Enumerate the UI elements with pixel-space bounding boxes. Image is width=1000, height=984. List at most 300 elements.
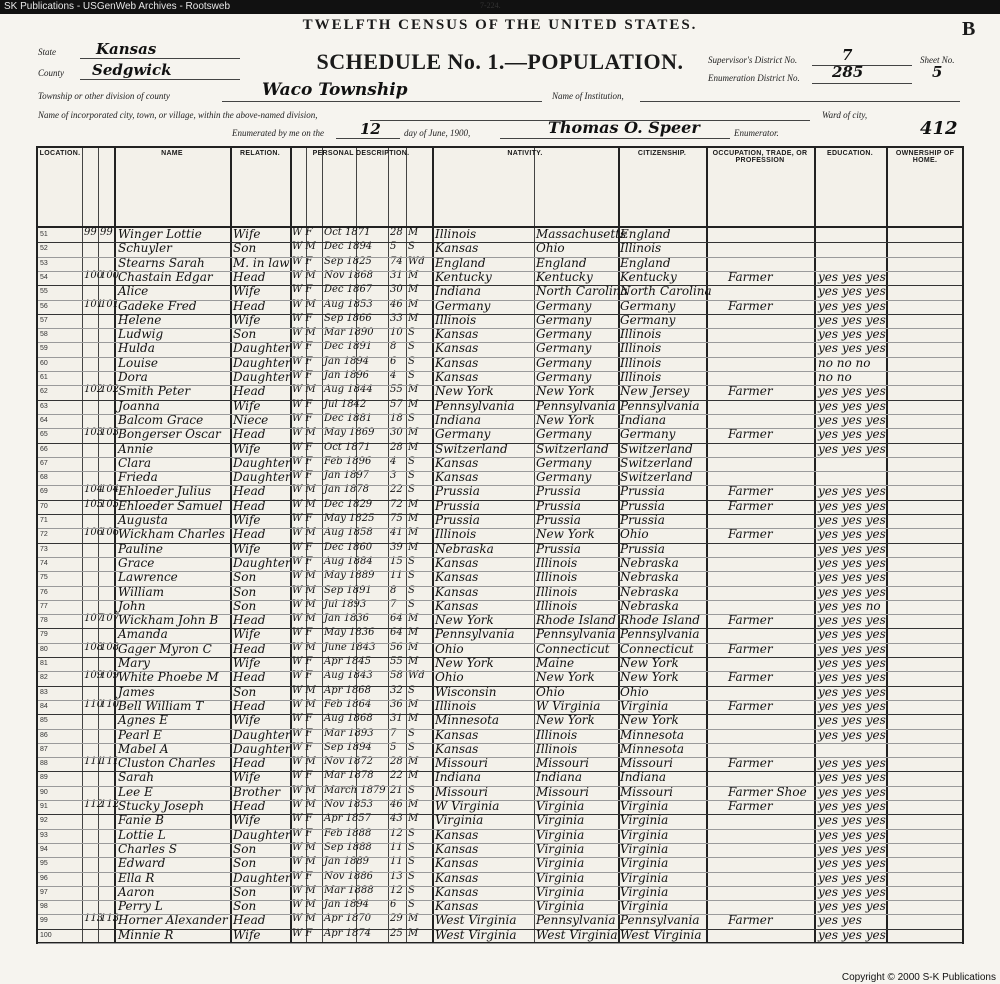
education: yes yes yes — [818, 713, 886, 728]
group-ownership: OWNERSHIP OF HOME. — [895, 150, 955, 164]
enumerator-label: Enumerator. — [734, 128, 779, 138]
age: 31 — [390, 269, 403, 281]
relation: Wife — [233, 813, 261, 828]
birth-date: Sep 1866 — [324, 312, 372, 324]
person-name: Lawrence — [118, 570, 178, 585]
person-name: Agnes E — [118, 713, 168, 728]
relation: Daughter — [233, 455, 291, 470]
marital-status: M — [408, 813, 419, 825]
age: 7 — [390, 727, 397, 739]
person-name: William — [118, 584, 165, 599]
race-sex: W F — [292, 870, 313, 882]
line-number: 78 — [40, 617, 48, 625]
education: yes yes yes — [818, 327, 886, 342]
mother-birthplace: Pennsylvania — [620, 398, 700, 413]
race-sex: W M — [292, 641, 316, 653]
mother-birthplace: Nebraska — [620, 598, 679, 613]
family-number: 103 — [100, 427, 120, 439]
line-number: 67 — [40, 459, 48, 467]
race-sex: W M — [292, 584, 316, 596]
mother-birthplace: Illinois — [620, 370, 662, 384]
birthplace: Kansas — [435, 727, 479, 742]
line-number: 60 — [40, 359, 48, 367]
relation: Head — [233, 527, 266, 542]
dwelling-number: 102 — [84, 384, 104, 396]
relation: Head — [233, 799, 266, 813]
age: 57 — [390, 398, 403, 410]
race-sex: W M — [292, 884, 316, 896]
relation: Son — [233, 841, 257, 856]
marital-status: M — [408, 312, 419, 324]
line-number: 88 — [40, 760, 48, 768]
race-sex: W F — [292, 412, 313, 424]
relation: Daughter — [233, 727, 291, 742]
person-name: White Phoebe M — [118, 670, 219, 685]
race-sex: W F — [292, 398, 313, 410]
mother-birthplace: Missouri — [620, 784, 673, 799]
relation: Daughter — [233, 355, 291, 370]
line-number: 59 — [40, 345, 48, 353]
race-sex: W M — [292, 756, 316, 768]
person-name: Horner Alexander — [118, 913, 228, 928]
birth-date: Dec 1891 — [324, 341, 373, 353]
occupation: Farmer — [728, 498, 773, 513]
education: yes yes yes — [818, 884, 886, 899]
father-birthplace: North Carolina — [536, 284, 628, 299]
occupation: Farmer — [728, 913, 773, 928]
family-number: 104 — [100, 484, 120, 496]
line-number: 58 — [40, 331, 48, 339]
marital-status: M — [408, 298, 419, 310]
education: yes yes yes — [818, 269, 886, 284]
group-location: LOCATION. — [39, 150, 81, 157]
line-number: 65 — [40, 431, 48, 439]
mother-birthplace: England — [620, 227, 671, 241]
state-label: State — [38, 47, 56, 57]
age: 11 — [390, 570, 403, 582]
person-name: Gager Myron C — [118, 641, 212, 656]
birthplace: Minnesota — [435, 713, 500, 728]
line-number: 53 — [40, 259, 48, 267]
age: 28 — [390, 756, 403, 768]
marital-status: M — [408, 913, 419, 925]
population-schedule-grid — [36, 146, 964, 944]
marital-status: S — [408, 555, 415, 567]
line-number: 69 — [40, 488, 48, 496]
birthplace: Illinois — [435, 227, 477, 241]
marital-status: S — [408, 827, 415, 839]
birthplace: Kansas — [435, 827, 479, 842]
person-name: Hulda — [118, 341, 155, 356]
father-birthplace: Virginia — [536, 799, 585, 813]
father-birthplace: Pennsylvania — [536, 913, 616, 928]
relation: Son — [233, 684, 257, 699]
schedule-title: SCHEDULE No. 1.—POPULATION. — [316, 49, 684, 74]
person-name: Bell William T — [118, 698, 204, 713]
age: 6 — [390, 899, 397, 911]
age: 39 — [390, 541, 403, 553]
mother-birthplace: West Virginia — [620, 927, 702, 942]
marital-status: M — [408, 927, 419, 939]
relation: Wife — [233, 627, 261, 642]
race-sex: W F — [292, 741, 313, 753]
person-name: James — [118, 684, 155, 699]
county-label: County — [38, 68, 64, 78]
father-birthplace: Virginia — [536, 870, 585, 885]
relation: Wife — [233, 713, 261, 728]
marital-status: S — [408, 684, 415, 696]
race-sex: W M — [292, 613, 316, 625]
group-relation: RELATION. — [240, 150, 280, 157]
race-sex: W F — [292, 927, 313, 939]
age: 11 — [390, 841, 403, 853]
father-birthplace: Germany — [536, 312, 592, 327]
marital-status: M — [408, 398, 419, 410]
birthplace: Indiana — [435, 770, 482, 785]
line-number: 98 — [40, 903, 48, 911]
relation: Wife — [233, 227, 261, 241]
education: yes yes yes — [818, 570, 886, 585]
age: 41 — [390, 527, 403, 539]
relation: Daughter — [233, 741, 291, 756]
birth-date: Aug 1868 — [324, 713, 373, 725]
birthplace: Kansas — [435, 741, 479, 756]
relation: Wife — [233, 927, 261, 942]
birthplace: Kansas — [435, 856, 479, 871]
marital-status: M — [408, 384, 419, 396]
person-name: Ludwig — [118, 327, 164, 342]
age: 64 — [390, 613, 403, 625]
birthplace: Prussia — [435, 513, 480, 527]
mother-birthplace: Kentucky — [620, 269, 677, 284]
dwelling-number: 101 — [84, 298, 104, 310]
dwelling-number: 106 — [84, 527, 104, 539]
father-birthplace: Illinois — [536, 727, 578, 742]
father-birthplace: Kentucky — [536, 269, 593, 284]
line-number: 93 — [40, 831, 48, 839]
race-sex: W F — [292, 355, 313, 367]
person-name: Wickham Charles — [118, 527, 225, 542]
person-name: Edward — [118, 856, 166, 871]
family-number: 109 — [100, 670, 120, 682]
birth-date: Sep 1825 — [324, 255, 372, 267]
father-birthplace: Illinois — [536, 555, 578, 570]
dwelling-number: 104 — [84, 484, 104, 496]
relation: Wife — [233, 770, 261, 785]
occupation: Farmer — [728, 698, 773, 713]
line-number: 51 — [40, 231, 48, 238]
education: yes yes yes — [818, 856, 886, 871]
mother-birthplace: Ohio — [620, 527, 649, 542]
birth-date: June 1843 — [324, 641, 376, 653]
relation: Daughter — [233, 827, 291, 842]
person-name: Clara — [118, 455, 152, 470]
line-number: 91 — [40, 803, 48, 810]
age: 74 — [390, 255, 403, 267]
relation: Daughter — [233, 870, 291, 885]
birth-date: Apr 1857 — [324, 813, 372, 825]
race-sex: W F — [292, 455, 313, 467]
relation: Daughter — [233, 470, 291, 485]
dwelling-number: 103 — [84, 427, 104, 439]
age: 4 — [390, 370, 397, 381]
mother-birthplace: Nebraska — [620, 570, 679, 585]
family-number: 99 — [100, 227, 113, 238]
person-name: Pauline — [118, 541, 163, 556]
state-value: Kansas — [96, 40, 157, 58]
township-label: Township or other division of county — [38, 91, 170, 101]
marital-status: M — [408, 541, 419, 553]
line-number: 89 — [40, 774, 48, 782]
race-sex: W F — [292, 555, 313, 567]
birth-date: Aug 1844 — [324, 384, 373, 396]
person-name: John — [118, 598, 146, 613]
age: 12 — [390, 827, 403, 839]
birth-date: Aug 1884 — [324, 555, 373, 567]
birthplace: New York — [435, 384, 494, 399]
education: yes yes yes — [818, 770, 886, 785]
relation: Head — [233, 427, 266, 442]
marital-status: S — [408, 355, 415, 367]
incorporated-label: Name of incorporated city, town, or village, within the above-named division, — [38, 110, 318, 120]
person-name: Louise — [118, 355, 159, 370]
supervisor-district: 7 — [842, 46, 853, 64]
line-number: 77 — [40, 602, 48, 610]
race-sex: W M — [292, 327, 316, 339]
age: 46 — [390, 298, 403, 310]
education: yes yes yes — [818, 584, 886, 599]
relation: Head — [233, 756, 266, 771]
age: 8 — [390, 341, 397, 353]
race-sex: W F — [292, 341, 313, 353]
birthplace: Pennsylvania — [435, 398, 515, 413]
birthplace: Prussia — [435, 498, 480, 513]
line-number: 55 — [40, 288, 48, 296]
line-number: 76 — [40, 588, 48, 596]
education: yes yes yes — [818, 927, 886, 942]
marital-status: S — [408, 884, 415, 896]
birth-date: Nov 1868 — [324, 269, 374, 281]
birthplace: New York — [435, 656, 494, 670]
person-name: Alice — [118, 284, 149, 299]
age: 58 — [390, 670, 403, 682]
birthplace: Indiana — [435, 412, 482, 427]
group-citizenship: CITIZENSHIP. — [637, 150, 687, 157]
relation: Son — [233, 899, 257, 914]
line-number: 52 — [40, 245, 48, 253]
dwelling-number: 107 — [84, 613, 104, 625]
line-number: 81 — [40, 660, 48, 667]
age: 18 — [390, 412, 403, 424]
birthplace: Germany — [435, 427, 491, 442]
birthplace: West Virginia — [435, 913, 517, 928]
birthplace: England — [435, 255, 486, 270]
mother-birthplace: Illinois — [620, 327, 662, 342]
person-name: Smith Peter — [118, 384, 191, 399]
race-sex: W M — [292, 784, 316, 796]
enumerated-label: Enumerated by me on the — [232, 128, 324, 138]
race-sex: W M — [292, 298, 316, 310]
education: yes yes yes — [818, 312, 886, 327]
education: yes yes yes — [818, 641, 886, 656]
supervisor-label: Supervisor's District No. — [708, 55, 798, 65]
group-education: EDUCATION. — [826, 150, 874, 157]
mother-birthplace: Virginia — [620, 827, 669, 842]
occupation: Farmer — [728, 427, 773, 442]
race-sex: W M — [292, 570, 316, 582]
age: 46 — [390, 799, 403, 810]
education: yes yes yes — [818, 799, 886, 813]
marital-status: S — [408, 741, 415, 753]
line-number: 99 — [40, 917, 48, 925]
person-name: Mabel A — [118, 741, 169, 756]
mother-birthplace: Virginia — [620, 698, 669, 713]
line-number: 92 — [40, 817, 48, 825]
mother-birthplace: Switzerland — [620, 470, 693, 485]
birth-date: Sep 1891 — [324, 584, 372, 596]
father-birthplace: Germany — [536, 298, 592, 313]
person-name: Joanna — [118, 398, 160, 413]
race-sex: W F — [292, 470, 313, 482]
line-number: 82 — [40, 674, 48, 682]
age: 33 — [390, 312, 403, 324]
line-number: 90 — [40, 788, 48, 796]
birthplace: Switzerland — [435, 441, 508, 456]
race-sex: W F — [292, 284, 313, 296]
education: yes yes yes — [818, 756, 886, 771]
father-birthplace: Ohio — [536, 241, 565, 256]
birthplace: Kansas — [435, 870, 479, 885]
line-number: 57 — [40, 316, 48, 324]
age: 7 — [390, 598, 397, 610]
race-sex: W F — [292, 813, 313, 825]
person-name: Augusta — [118, 513, 168, 527]
enumeration-label: Enumeration District No. — [708, 73, 800, 83]
education: yes yes yes — [818, 627, 886, 642]
marital-status: M — [408, 441, 419, 453]
race-sex: W M — [292, 241, 316, 253]
marital-status: S — [408, 584, 415, 596]
marital-status: S — [408, 412, 415, 424]
education: no no no — [818, 355, 871, 370]
age: 28 — [390, 227, 403, 238]
birthplace: Kansas — [435, 584, 479, 599]
marital-status: M — [408, 698, 419, 710]
race-sex: W M — [292, 527, 316, 539]
relation: Wife — [233, 398, 261, 413]
birthplace: Kansas — [435, 470, 479, 485]
age: 56 — [390, 641, 403, 653]
marital-status: M — [408, 427, 419, 439]
marital-status: Wd — [408, 255, 425, 267]
institution-label: Name of Institution, — [552, 91, 624, 101]
family-number: 107 — [100, 613, 120, 625]
father-birthplace: England — [536, 255, 587, 270]
relation: Daughter — [233, 555, 291, 570]
father-birthplace: Illinois — [536, 741, 578, 756]
birth-date: Apr 1845 — [324, 656, 372, 667]
marital-status: S — [408, 899, 415, 911]
mother-birthplace: Virginia — [620, 856, 669, 871]
relation: Head — [233, 613, 266, 628]
relation: Son — [233, 884, 257, 899]
father-birthplace: Germany — [536, 355, 592, 370]
birth-date: Aug 1858 — [324, 527, 373, 539]
birthplace: Indiana — [435, 284, 482, 299]
mother-birthplace: Illinois — [620, 355, 662, 370]
father-birthplace: Illinois — [536, 570, 578, 585]
race-sex: W F — [292, 227, 313, 238]
family-number: 105 — [100, 498, 120, 510]
relation: Wife — [233, 441, 261, 456]
occupation: Farmer — [728, 384, 773, 399]
mother-birthplace: Ohio — [620, 684, 649, 699]
birth-date: Mar 1890 — [324, 327, 374, 339]
birthplace: Kansas — [435, 455, 479, 470]
mother-birthplace: Virginia — [620, 841, 669, 856]
birth-date: Apr 1870 — [324, 913, 372, 925]
mother-birthplace: Virginia — [620, 813, 669, 828]
person-name: Sarah — [118, 770, 154, 785]
person-name: Fanie B — [118, 813, 164, 828]
race-sex: W F — [292, 255, 313, 267]
age: 55 — [390, 656, 403, 667]
education: yes yes yes — [818, 484, 886, 499]
race-sex: W M — [292, 598, 316, 610]
father-birthplace: Virginia — [536, 841, 585, 856]
birth-date: Dec 1894 — [324, 241, 373, 253]
form-number: 7-224. — [480, 1, 501, 10]
line-number: 54 — [40, 273, 48, 281]
marital-status: S — [408, 241, 415, 253]
relation: Wife — [233, 513, 261, 527]
father-birthplace: Massachusetts — [536, 227, 627, 241]
mother-birthplace: Switzerland — [620, 441, 693, 456]
birth-date: May 1825 — [324, 513, 375, 524]
mother-birthplace: Indiana — [620, 412, 667, 427]
education: yes yes yes — [818, 813, 886, 828]
dwelling-number: 109 — [84, 670, 104, 682]
education: yes yes yes — [818, 827, 886, 842]
birth-date: Jan 1894 — [324, 899, 370, 911]
age: 3 — [390, 470, 397, 482]
birth-date: Jan 1889 — [324, 856, 370, 868]
birth-date: Jan 1894 — [324, 355, 370, 367]
line-number: 75 — [40, 574, 48, 582]
education: yes yes yes — [818, 412, 886, 427]
mother-birthplace: Minnesota — [620, 741, 685, 756]
birthplace: Ohio — [435, 670, 464, 685]
birthplace: West Virginia — [435, 927, 517, 942]
mother-birthplace: England — [620, 255, 671, 270]
marital-status: M — [408, 799, 419, 810]
birthplace: Wisconsin — [435, 684, 497, 699]
age: 36 — [390, 698, 403, 710]
age: 13 — [390, 870, 403, 882]
birth-date: May 1889 — [324, 570, 375, 582]
person-name: Ella R — [118, 870, 155, 885]
birth-date: Aug 1853 — [324, 298, 373, 310]
marital-status: S — [408, 870, 415, 882]
birthplace: Kansas — [435, 841, 479, 856]
father-birthplace: Illinois — [536, 584, 578, 599]
education: yes yes yes — [818, 298, 886, 313]
relation: Head — [233, 698, 266, 713]
relation: Son — [233, 598, 257, 613]
education: yes yes yes — [818, 384, 886, 399]
mother-birthplace: Prussia — [620, 484, 665, 499]
mother-birthplace: Virginia — [620, 899, 669, 914]
